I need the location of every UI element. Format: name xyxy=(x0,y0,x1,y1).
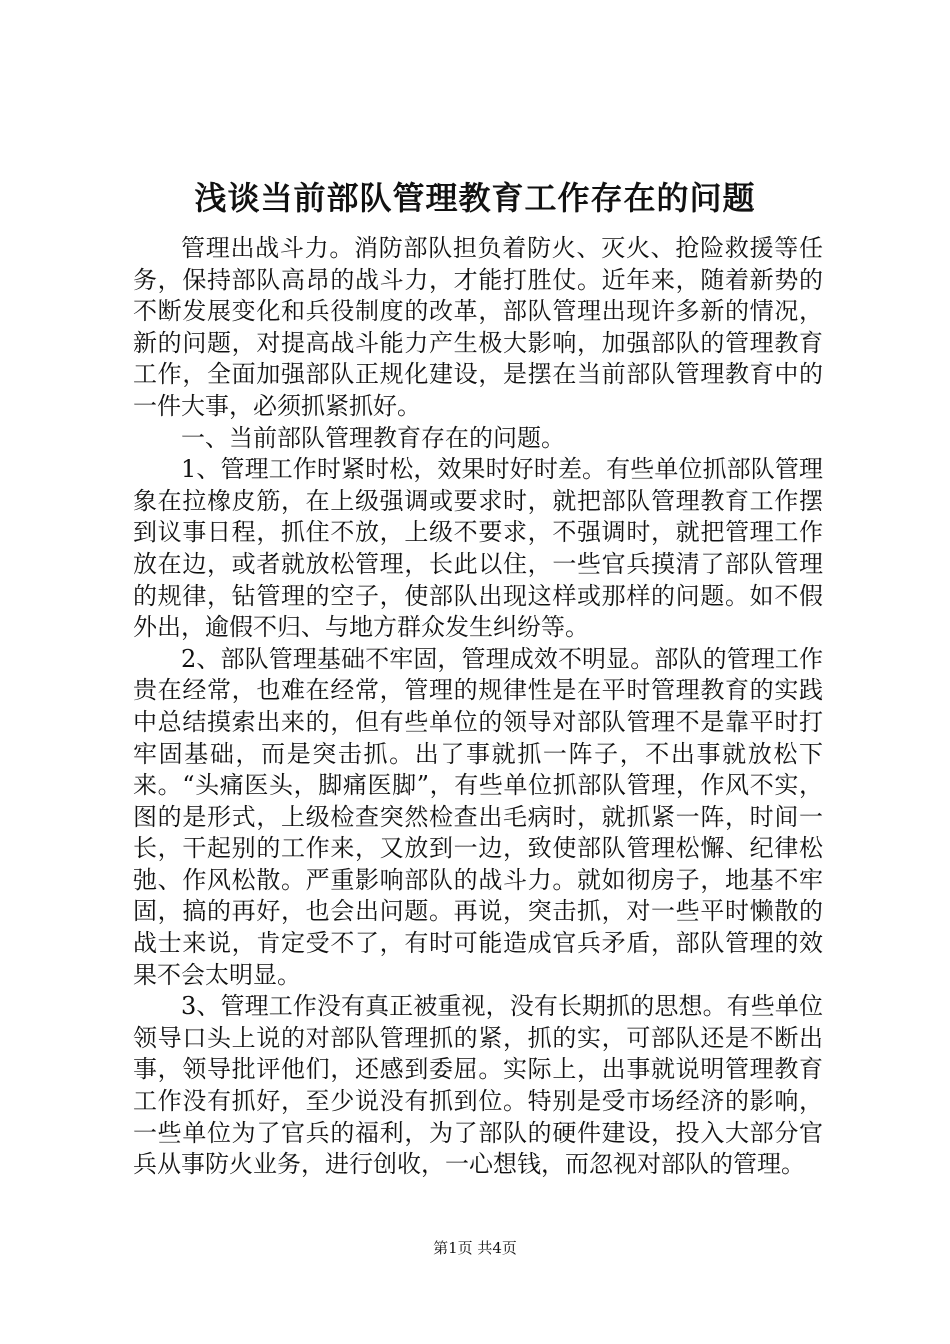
document-body xyxy=(133,233,823,1181)
page-number-footer: 第1页 共4页 xyxy=(433,1239,517,1257)
section-heading-problems: 一、当前部队管理教育存在的问题。 xyxy=(181,423,565,452)
paragraph-point-3: 3、管理工作没有真正被重视，没有长期抓的思想。有些单位领导口头上说的对部队管理抓的紧，抓的实，可部队还是不断出事，领导批评他们，还感到委屈。实际上，出事就说明管理教育工作没有抓好，至少说没有抓到位。特别是受市场经济的影响，一些单位为了官兵的福利，为了部队的硬件建设，投入大部分官兵从事防火业务，进行创收，一心想钱，而忽视对部队的管理。 xyxy=(133,992,823,1179)
paragraph-intro: 管理出战斗力。消防部队担负着防火、灭火、抢险救援等任务，保持部队高昂的战斗力，才能打胜仗。近年来，随着新势的不断发展变化和兵役制度的改革，部队管理出现许多新的情况，新的问题，对提高战斗能力产生极大影响，加强部队的管理教育工作，全面加强部队正规化建设，是摆在当前部队管理教育中的一件大事，必须抓紧抓好。 xyxy=(133,234,823,420)
document-title: 浅谈当前部队管理教育工作存在的问题 xyxy=(194,179,756,217)
paragraph-point-2: 2、部队管理基础不牢固，管理成效不明显。部队的管理工作贵在经常，也难在经常，管理的规律性是在平时管理教育的实践中总结摸索出来的，但有些单位的领导对部队管理不是靠平时打牢固基础，而是突击抓。出了事就抓一阵子，不出事就放松下来。“头痛医头，脚痛医脚”，有些单位抓部队管理，作风不实，图的是形式，上级检查突然检查出毛病时，就抓紧一阵，时间一长，干起别的工作来，又放到一边，致使部队管理松懈、纪律松弛、作风松散。严重影响部队的战斗力。就如彻房子，地基不牢固，搞的再好，也会出问题。再说，突击抓，对一些平时懒散的战士来说，肯定受不了，有时可能造成官兵矛盾，部队管理的效果不会太明显。 xyxy=(133,644,823,989)
paragraph-point-1: 1、管理工作时紧时松，效果时好时差。有些单位抓部队管理象在拉橡皮筋，在上级强调或要求时，就把部队管理教育工作摆到议事日程，抓住不放，上级不要求，不强调时，就把管理工作放在边，或者就放松管理，长此以住，一些官兵摸清了部队管理的规律，钻管理的空子，使部队出现这样或那样的问题。如不假外出，逾假不归、与地方群众发生纠纷等。 xyxy=(133,455,823,642)
